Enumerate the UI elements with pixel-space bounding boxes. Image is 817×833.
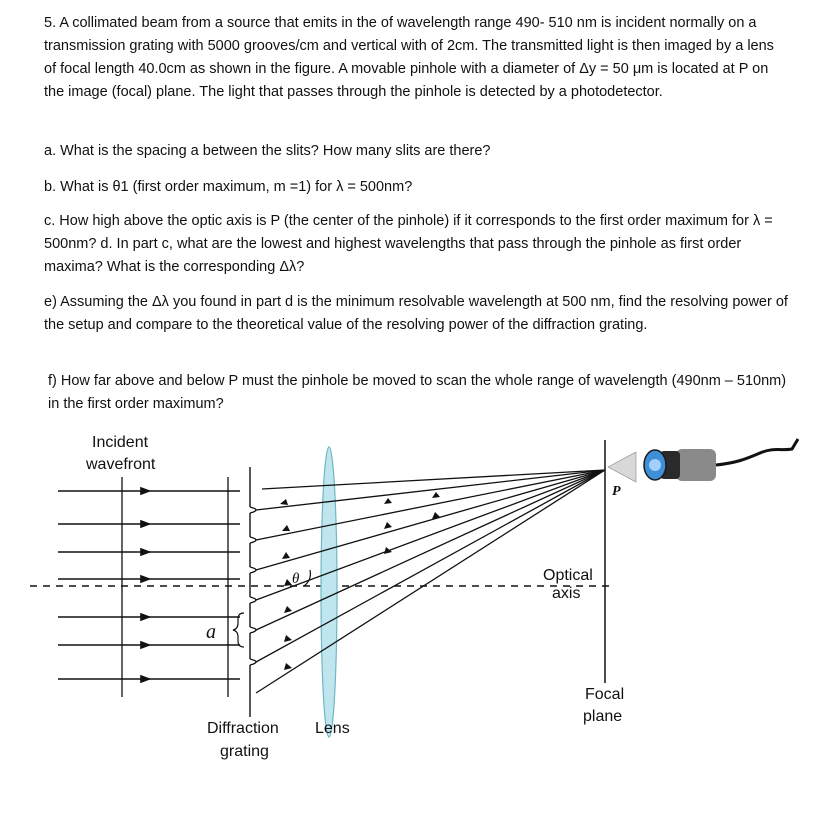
slit-spacing-label: a — [206, 621, 216, 643]
incident-label-2: wavefront — [86, 456, 156, 473]
question-part-b: b. What is θ1 (first order maximum, m =1) for λ = 500nm? — [44, 179, 413, 195]
focal-label-2: plane — [583, 708, 623, 725]
lens-label: Lens — [315, 720, 350, 737]
lens-shape — [321, 447, 337, 737]
question-part-c-d: c. How high above the optic axis is P (the center of the pinhole) if it corresponds to the first order maximum for λ = 500nm? d. In part c, what are the lowest and highest wavelengths that pass through the pinhole as first order maxima? What is the corresponding Δλ? — [44, 213, 773, 275]
theta-arc — [304, 570, 310, 586]
incident-rays — [58, 491, 240, 679]
optical-label-1: Optical — [543, 567, 593, 584]
diffraction-figure — [0, 425, 817, 833]
photodetector-icon — [644, 439, 798, 481]
grating-label-1: Diffraction — [207, 720, 279, 737]
question-part-a: a. What is the spacing a between the slits? How many slits are there? — [44, 143, 491, 159]
question-intro: 5. A collimated beam from a source that emits in the of wavelength range 490- 510 nm is incident normally on a transmission grating with 5000 grooves/cm and vertical with of 2cm. The transmitted light is then imaged by a lens of focal length 40.0cm as shown in the figure. A movable pinhole with a diameter of Δy = 50 μm is located at P on the image (focal) plane. The light that passes through the pinhole is detected by a photodetector. — [44, 15, 774, 100]
theta-label: θ — [292, 571, 300, 587]
optical-label-2: axis — [552, 585, 581, 602]
slit-spacing-brace — [233, 613, 244, 647]
question-part-e: e) Assuming the Δλ you found in part d is the minimum resolvable wavelength at 500 nm, find the resolving power of the setup and compare to the theoretical value of the resolving power of the diffraction grating. — [44, 294, 788, 333]
focal-label-1: Focal — [585, 686, 625, 703]
question-part-f: f) How far above and below P must the pinhole be moved to scan the whole range of wavelength (490nm – 510nm) in the first order maximum? — [48, 373, 787, 412]
incident-label-1: Incident — [92, 434, 149, 451]
grating-label-2: grating — [220, 743, 269, 760]
pinhole-light-cone — [608, 452, 636, 482]
diffraction-grating — [250, 467, 256, 717]
point-p-label: P — [612, 484, 621, 499]
